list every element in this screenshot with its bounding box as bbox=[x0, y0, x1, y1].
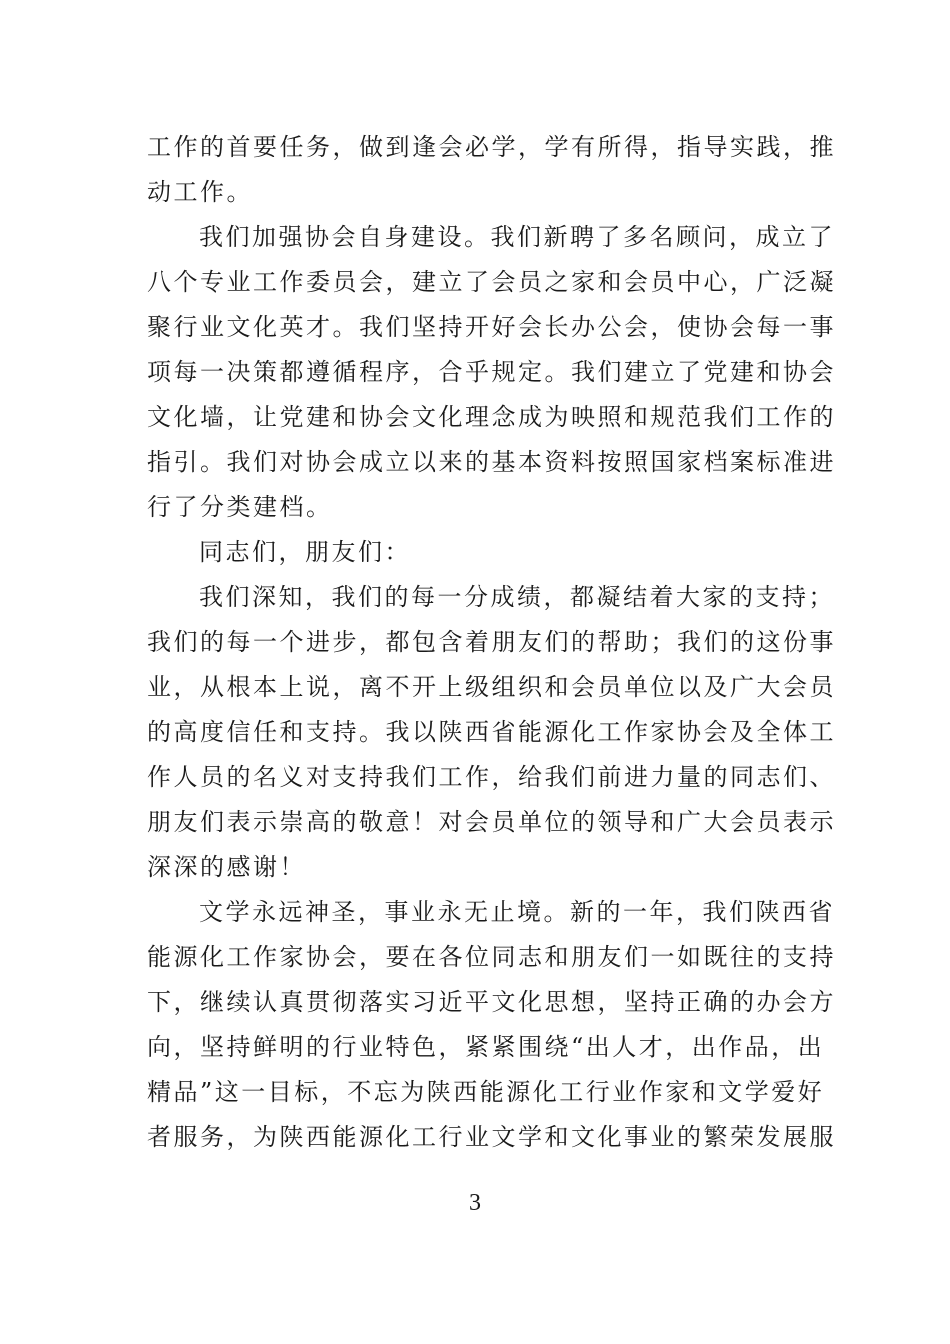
text-line: 指引。我们对协会成立以来的基本资料按照国家档案标准进 bbox=[147, 448, 836, 476]
text-line: 动工作。 bbox=[147, 178, 253, 206]
text-line: 精品”这一目标，不忘为陕西能源化工行业作家和文学爱好 bbox=[147, 1078, 825, 1106]
text-line: 行了分类建档。 bbox=[147, 493, 333, 521]
text-line: 文学永远神圣，事业永无止境。新的一年，我们陕西省 bbox=[199, 898, 835, 926]
text-line: 能源化工作家协会，要在各位同志和朋友们一如既往的支持 bbox=[147, 943, 836, 971]
text-line: 工作的首要任务，做到逢会必学，学有所得，指导实践，推 bbox=[147, 133, 836, 161]
paragraph bbox=[147, 890, 836, 1160]
text-line: 业，从根本上说，离不开上级组织和会员单位以及广大会员 bbox=[147, 673, 836, 701]
text-line: 文化墙，让党建和协会文化理念成为映照和规范我们工作的 bbox=[147, 403, 836, 431]
text-line: 朋友们表示崇高的敬意！对会员单位的领导和广大会员表示 bbox=[147, 808, 836, 836]
text-line: 下，继续认真贯彻落实习近平文化思想，坚持正确的办会方 bbox=[147, 988, 836, 1016]
text-line: 向，坚持鲜明的行业特色，紧紧围绕“出人才，出作品，出 bbox=[147, 1033, 825, 1061]
document-body bbox=[147, 125, 836, 1160]
paragraph bbox=[147, 125, 836, 215]
paragraph bbox=[147, 575, 836, 890]
text-line: 的高度信任和支持。我以陕西省能源化工作家协会及全体工 bbox=[147, 718, 836, 746]
text-line: 作人员的名义对支持我们工作，给我们前进力量的同志们、 bbox=[147, 763, 836, 791]
paragraph bbox=[147, 530, 809, 575]
text-line: 项每一决策都遵循程序，合乎规定。我们建立了党建和协会 bbox=[147, 358, 836, 386]
text-line: 我们深知，我们的每一分成绩，都凝结着大家的支持； bbox=[199, 583, 835, 611]
text-line: 八个专业工作委员会，建立了会员之家和会员中心，广泛凝 bbox=[147, 268, 836, 296]
text-line: 聚行业文化英才。我们坚持开好会长办公会，使协会每一事 bbox=[147, 313, 836, 341]
text-line: 我们的每一个进步，都包含着朋友们的帮助；我们的这份事 bbox=[147, 628, 836, 656]
text-line: 同志们，朋友们： bbox=[199, 538, 411, 566]
paragraph bbox=[147, 215, 836, 530]
text-line: 我们加强协会自身建设。我们新聘了多名顾问，成立了 bbox=[199, 223, 835, 251]
text-line: 深深的感谢！ bbox=[147, 853, 306, 881]
page-number: 3 bbox=[469, 1190, 481, 1216]
text-line: 者服务，为陕西能源化工行业文学和文化事业的繁荣发展服 bbox=[147, 1123, 836, 1151]
